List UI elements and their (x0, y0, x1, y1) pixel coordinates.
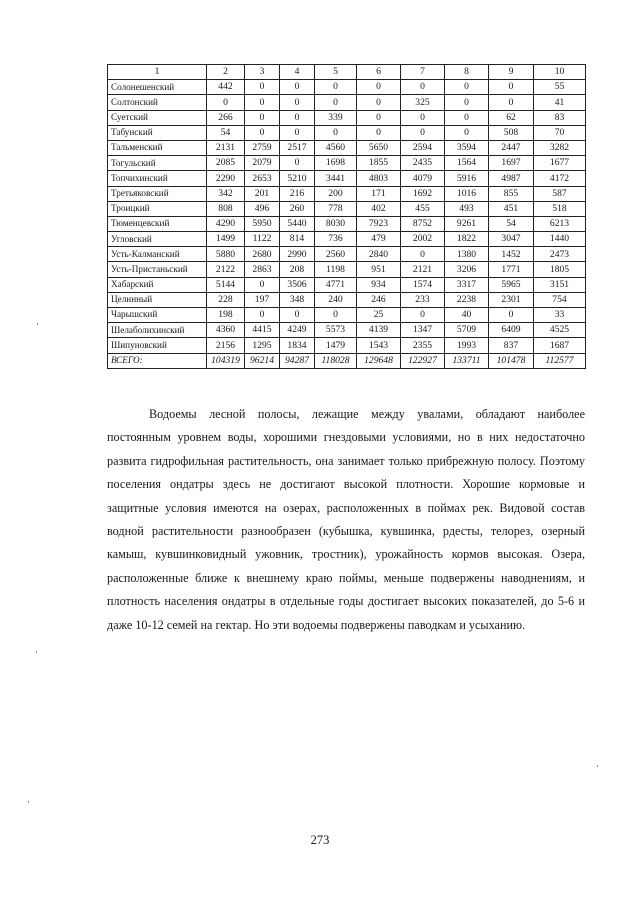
value-cell: 0 (401, 247, 445, 262)
header-cell: 1 (108, 65, 207, 80)
value-cell: 3206 (445, 262, 489, 277)
value-cell: 1564 (445, 156, 489, 171)
value-cell: 1687 (534, 338, 586, 353)
table-row (108, 232, 586, 247)
table-row (108, 277, 586, 292)
value-cell: 1855 (357, 156, 401, 171)
value-cell: 3317 (445, 277, 489, 292)
value-cell: 0 (445, 125, 489, 140)
value-cell: 0 (357, 110, 401, 125)
value-cell: 4560 (315, 140, 357, 155)
value-cell: 451 (489, 201, 534, 216)
value-cell: 3506 (280, 277, 315, 292)
value-cell: 1016 (445, 186, 489, 201)
value-cell: 1198 (315, 262, 357, 277)
district-name-cell: Суетский (108, 110, 207, 125)
district-name-cell: Чарышский (108, 308, 207, 323)
value-cell: 2301 (489, 292, 534, 307)
table-row (108, 156, 586, 171)
value-cell: 54 (489, 216, 534, 231)
total-cell: 104319 (207, 353, 245, 368)
value-cell: 3151 (534, 277, 586, 292)
value-cell: 0 (245, 80, 280, 95)
total-cell: 112577 (534, 353, 586, 368)
header-cell: 6 (357, 65, 401, 80)
value-cell: 0 (280, 156, 315, 171)
value-cell: 0 (489, 308, 534, 323)
value-cell: 2517 (280, 140, 315, 155)
value-cell: 5709 (445, 323, 489, 338)
value-cell: 442 (207, 80, 245, 95)
value-cell: 2863 (245, 262, 280, 277)
table-row (108, 292, 586, 307)
table-header-row (108, 65, 586, 80)
value-cell: 6213 (534, 216, 586, 231)
value-cell: 198 (207, 308, 245, 323)
value-cell: 2131 (207, 140, 245, 155)
value-cell: 0 (245, 125, 280, 140)
table-row (108, 95, 586, 110)
value-cell: 0 (357, 80, 401, 95)
value-cell: 5916 (445, 171, 489, 186)
district-name-cell: Тальменский (108, 140, 207, 155)
value-cell: 0 (245, 277, 280, 292)
value-cell: 496 (245, 201, 280, 216)
value-cell: 5440 (280, 216, 315, 231)
value-cell: 40 (445, 308, 489, 323)
total-cell: 133711 (445, 353, 489, 368)
value-cell: 837 (489, 338, 534, 353)
value-cell: 808 (207, 201, 245, 216)
district-name-cell: Целинный (108, 292, 207, 307)
district-name-cell: Табунский (108, 125, 207, 140)
value-cell: 4139 (357, 323, 401, 338)
value-cell: 1479 (315, 338, 357, 353)
value-cell: 0 (445, 80, 489, 95)
value-cell: 0 (245, 308, 280, 323)
value-cell: 4803 (357, 171, 401, 186)
table-row (108, 216, 586, 231)
value-cell: 2447 (489, 140, 534, 155)
value-cell: 5965 (489, 277, 534, 292)
value-cell: 934 (357, 277, 401, 292)
value-cell: 4771 (315, 277, 357, 292)
value-cell: 0 (280, 308, 315, 323)
value-cell: 9261 (445, 216, 489, 231)
table-row (108, 171, 586, 186)
value-cell: 0 (207, 95, 245, 110)
table-row (108, 308, 586, 323)
value-cell: 83 (534, 110, 586, 125)
value-cell: 479 (357, 232, 401, 247)
value-cell: 1499 (207, 232, 245, 247)
value-cell: 1993 (445, 338, 489, 353)
value-cell: 754 (534, 292, 586, 307)
total-label: ВСЕГО: (108, 353, 207, 368)
value-cell: 5573 (315, 323, 357, 338)
value-cell: 3594 (445, 140, 489, 155)
value-cell: 1822 (445, 232, 489, 247)
value-cell: 197 (245, 292, 280, 307)
value-cell: 855 (489, 186, 534, 201)
table-row (108, 186, 586, 201)
value-cell: 0 (401, 110, 445, 125)
value-cell: 0 (315, 308, 357, 323)
header-cell: 4 (280, 65, 315, 80)
value-cell: 2435 (401, 156, 445, 171)
value-cell: 216 (280, 186, 315, 201)
value-cell: 0 (489, 80, 534, 95)
value-cell: 2653 (245, 171, 280, 186)
district-name-cell: Хабарский (108, 277, 207, 292)
value-cell: 2473 (534, 247, 586, 262)
value-cell: 0 (315, 95, 357, 110)
value-cell: 54 (207, 125, 245, 140)
total-cell: 96214 (245, 353, 280, 368)
value-cell: 4987 (489, 171, 534, 186)
value-cell: 814 (280, 232, 315, 247)
value-cell: 4079 (401, 171, 445, 186)
page-number: 273 (310, 833, 330, 847)
value-cell: 33 (534, 308, 586, 323)
value-cell: 8752 (401, 216, 445, 231)
district-name-cell: Солонешенский (108, 80, 207, 95)
value-cell: 200 (315, 186, 357, 201)
table-row (108, 140, 586, 155)
value-cell: 0 (445, 110, 489, 125)
total-cell: 94287 (280, 353, 315, 368)
value-cell: 6409 (489, 323, 534, 338)
value-cell: 4249 (280, 323, 315, 338)
district-name-cell: Шипуновский (108, 338, 207, 353)
value-cell: 2085 (207, 156, 245, 171)
table-total-row (108, 353, 586, 368)
value-cell: 25 (357, 308, 401, 323)
header-cell: 8 (445, 65, 489, 80)
value-cell: 233 (401, 292, 445, 307)
value-cell: 2002 (401, 232, 445, 247)
value-cell: 5144 (207, 277, 245, 292)
value-cell: 1574 (401, 277, 445, 292)
header-cell: 3 (245, 65, 280, 80)
value-cell: 201 (245, 186, 280, 201)
scan-speck (37, 323, 38, 325)
district-name-cell: Солтонский (108, 95, 207, 110)
data-table (107, 64, 586, 369)
value-cell: 1440 (534, 232, 586, 247)
value-cell: 2840 (357, 247, 401, 262)
value-cell: 0 (280, 80, 315, 95)
value-cell: 1122 (245, 232, 280, 247)
value-cell: 3441 (315, 171, 357, 186)
value-cell: 0 (445, 95, 489, 110)
value-cell: 587 (534, 186, 586, 201)
district-name-cell: Тюменцевский (108, 216, 207, 231)
value-cell: 2355 (401, 338, 445, 353)
value-cell: 4525 (534, 323, 586, 338)
value-cell: 246 (357, 292, 401, 307)
district-name-cell: Троицкий (108, 201, 207, 216)
header-cell: 7 (401, 65, 445, 80)
value-cell: 2238 (445, 292, 489, 307)
district-name-cell: Усть-Пристаньский (108, 262, 207, 277)
value-cell: 518 (534, 201, 586, 216)
value-cell: 1698 (315, 156, 357, 171)
value-cell: 0 (245, 110, 280, 125)
table-row (108, 201, 586, 216)
value-cell: 0 (401, 125, 445, 140)
header-cell: 5 (315, 65, 357, 80)
value-cell: 70 (534, 125, 586, 140)
value-cell: 1697 (489, 156, 534, 171)
value-cell: 2680 (245, 247, 280, 262)
value-cell: 455 (401, 201, 445, 216)
value-cell: 2759 (245, 140, 280, 155)
value-cell: 0 (357, 95, 401, 110)
value-cell: 342 (207, 186, 245, 201)
value-cell: 2121 (401, 262, 445, 277)
value-cell: 1295 (245, 338, 280, 353)
header-cell: 9 (489, 65, 534, 80)
value-cell: 0 (401, 308, 445, 323)
value-cell: 1543 (357, 338, 401, 353)
value-cell: 0 (357, 125, 401, 140)
table-body (108, 80, 586, 353)
value-cell: 0 (280, 95, 315, 110)
value-cell: 208 (280, 262, 315, 277)
scan-speck (28, 801, 29, 803)
value-cell: 2990 (280, 247, 315, 262)
value-cell: 0 (315, 125, 357, 140)
value-cell: 5950 (245, 216, 280, 231)
value-cell: 1771 (489, 262, 534, 277)
district-name-cell: Топчихинский (108, 171, 207, 186)
district-name-cell: Шелаболихинский (108, 323, 207, 338)
table-row (108, 110, 586, 125)
body-text (107, 403, 585, 637)
district-name-cell: Угловский (108, 232, 207, 247)
total-cell: 129648 (357, 353, 401, 368)
value-cell: 1452 (489, 247, 534, 262)
value-cell: 508 (489, 125, 534, 140)
value-cell: 55 (534, 80, 586, 95)
value-cell: 240 (315, 292, 357, 307)
value-cell: 1805 (534, 262, 586, 277)
total-cell: 101478 (489, 353, 534, 368)
value-cell: 5880 (207, 247, 245, 262)
value-cell: 1347 (401, 323, 445, 338)
value-cell: 4290 (207, 216, 245, 231)
value-cell: 8030 (315, 216, 357, 231)
value-cell: 3282 (534, 140, 586, 155)
value-cell: 266 (207, 110, 245, 125)
district-name-cell: Третьяковский (108, 186, 207, 201)
scan-speck (36, 651, 37, 653)
value-cell: 348 (280, 292, 315, 307)
total-cell: 122927 (401, 353, 445, 368)
value-cell: 260 (280, 201, 315, 216)
value-cell: 228 (207, 292, 245, 307)
header-cell: 10 (534, 65, 586, 80)
value-cell: 0 (280, 110, 315, 125)
value-cell: 2594 (401, 140, 445, 155)
value-cell: 736 (315, 232, 357, 247)
value-cell: 41 (534, 95, 586, 110)
value-cell: 2079 (245, 156, 280, 171)
value-cell: 2290 (207, 171, 245, 186)
value-cell: 1692 (401, 186, 445, 201)
value-cell: 1677 (534, 156, 586, 171)
value-cell: 402 (357, 201, 401, 216)
value-cell: 951 (357, 262, 401, 277)
table-row (108, 338, 586, 353)
value-cell: 2560 (315, 247, 357, 262)
district-name-cell: Усть-Калманский (108, 247, 207, 262)
value-cell: 0 (245, 95, 280, 110)
value-cell: 0 (280, 125, 315, 140)
paragraph: Водоемы лесной полосы, лежащие между увалами, обладают наиболее постоянным уровнем воды, хорошими гнездовыми условиями, но в них недостаточно развита гидрофильная растительность, она занимает только прибрежную полосу. Поэтому поселения ондатры здесь не достигают высокой плотности. Хорошие кормовые и защитные условия имеются на озерах, расположенных в поймах рек. Видовой состав водной растительности разнообразен (кубышка, кувшинка, рдесты, телорез, озерный камыш, кувшинковидный ужовник, тростник), урожайность кормов высокая. Озера, расположенные ближе к внешнему краю поймы, меньше подвержены наводнениям, и плотность населения ондатры в отдельные годы достигает высоких показателей, до 5-6 и даже 10-12 семей на гектар. Но эти водоемы подвержены паводкам и усыханию. (107, 407, 585, 632)
value-cell: 4415 (245, 323, 280, 338)
value-cell: 7923 (357, 216, 401, 231)
value-cell: 2122 (207, 262, 245, 277)
value-cell: 4172 (534, 171, 586, 186)
value-cell: 0 (315, 80, 357, 95)
value-cell: 1834 (280, 338, 315, 353)
value-cell: 2156 (207, 338, 245, 353)
value-cell: 171 (357, 186, 401, 201)
value-cell: 1380 (445, 247, 489, 262)
value-cell: 5650 (357, 140, 401, 155)
table-row (108, 323, 586, 338)
value-cell: 5210 (280, 171, 315, 186)
table-row (108, 80, 586, 95)
value-cell: 325 (401, 95, 445, 110)
scan-speck (597, 765, 598, 767)
value-cell: 339 (315, 110, 357, 125)
value-cell: 62 (489, 110, 534, 125)
table-row (108, 125, 586, 140)
district-name-cell: Тогульский (108, 156, 207, 171)
table-row (108, 247, 586, 262)
header-cell: 2 (207, 65, 245, 80)
value-cell: 4360 (207, 323, 245, 338)
table-row (108, 262, 586, 277)
value-cell: 778 (315, 201, 357, 216)
value-cell: 0 (489, 95, 534, 110)
value-cell: 493 (445, 201, 489, 216)
total-cell: 118028 (315, 353, 357, 368)
value-cell: 0 (401, 80, 445, 95)
value-cell: 3047 (489, 232, 534, 247)
